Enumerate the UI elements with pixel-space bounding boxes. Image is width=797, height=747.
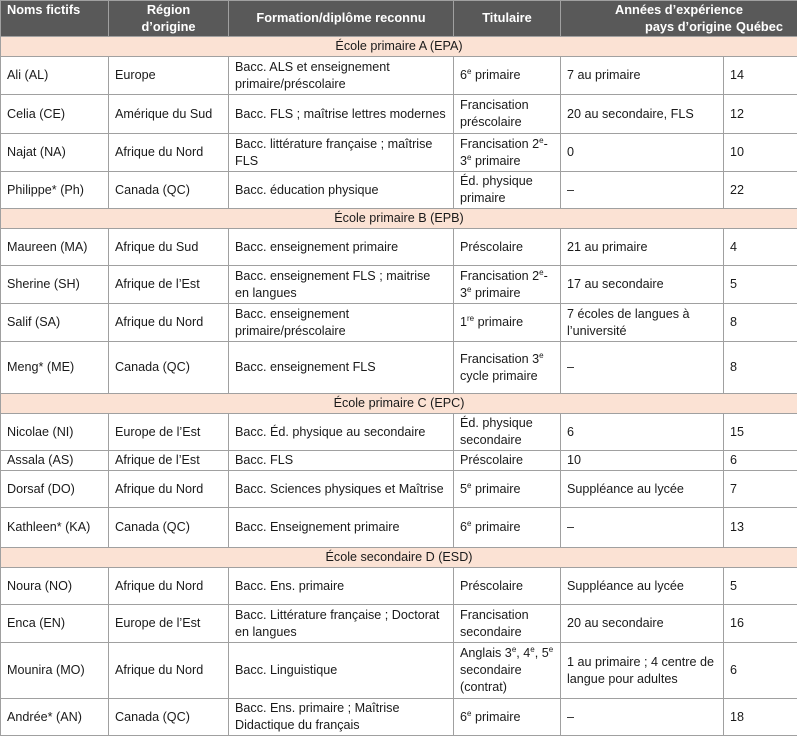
cell-formation: Bacc. Ens. primaire xyxy=(229,568,454,605)
table-row xyxy=(1,643,797,699)
cell-titulaire xyxy=(454,172,561,209)
titulaire-text: 1 xyxy=(460,315,468,330)
titulaire-text: primaire xyxy=(474,315,524,330)
table-row xyxy=(1,568,797,605)
cell-formation: Bacc. enseignement FLS ; maitrise en langues xyxy=(229,266,454,304)
cell-titulaire xyxy=(454,95,561,134)
cell-exp-origin: 1 au primaire ; 4 centre de langue pour adultes xyxy=(561,643,724,699)
titulaire-superscript: e xyxy=(511,645,517,655)
cell-name: Dorsaf (DO) xyxy=(1,471,109,508)
titulaire-superscript: e xyxy=(467,152,472,162)
cell-exp-quebec: 13 xyxy=(724,508,797,548)
cell-formation: Bacc. Éd. physique au secondaire xyxy=(229,414,454,451)
cell-exp-origin: 21 au primaire xyxy=(561,229,724,266)
table-row xyxy=(1,342,797,394)
cell-formation: Bacc. enseignement primaire/préscolaire xyxy=(229,304,454,342)
cell-name: Sherine (SH) xyxy=(1,266,109,304)
cell-exp-origin: Suppléance au lycée xyxy=(561,568,724,605)
titulaire-text: -3 xyxy=(460,136,548,168)
cell-name: Andrée* (AN) xyxy=(1,699,109,736)
table-row xyxy=(1,57,797,95)
titulaire-text: 6 xyxy=(460,68,468,83)
cell-titulaire xyxy=(454,57,561,95)
cell-formation: Bacc. Littérature française ; Doctorat en langues xyxy=(229,605,454,643)
header-region xyxy=(109,1,229,37)
cell-exp-quebec: 8 xyxy=(724,342,797,394)
titulaire-text: primaire xyxy=(471,709,521,724)
table-row xyxy=(1,508,797,548)
table-row xyxy=(1,172,797,209)
cell-formation: Bacc. enseignement FLS xyxy=(229,342,454,394)
cell-formation: Bacc. littérature française ; maîtrise FLS xyxy=(229,134,454,172)
section-row xyxy=(1,37,797,57)
cell-exp-origin: – xyxy=(561,508,724,548)
cell-region: Afrique du Nord xyxy=(109,134,229,172)
titulaire-text: primaire xyxy=(471,68,521,83)
header-formation: Formation/diplôme reconnu xyxy=(229,1,454,37)
cell-name: Meng* (ME) xyxy=(1,342,109,394)
cell-region: Canada (QC) xyxy=(109,172,229,209)
table-body xyxy=(1,37,797,736)
cell-exp-origin: 7 au primaire xyxy=(561,57,724,95)
cell-formation: Bacc. ALS et enseignement primaire/préscolaire xyxy=(229,57,454,95)
titulaire-text: secondaire (contrat) xyxy=(460,663,522,695)
table-row xyxy=(1,451,797,471)
cell-region: Canada (QC) xyxy=(109,342,229,394)
cell-name: Enca (EN) xyxy=(1,605,109,643)
cell-name: Ali (AL) xyxy=(1,57,109,95)
header-experience xyxy=(561,1,797,37)
cell-titulaire xyxy=(454,414,561,451)
cell-name: Maureen (MA) xyxy=(1,229,109,266)
titulaire-text: Préscolaire xyxy=(460,453,523,468)
cell-formation: Bacc. enseignement primaire xyxy=(229,229,454,266)
cell-name: Philippe* (Ph) xyxy=(1,172,109,209)
cell-region: Canada (QC) xyxy=(109,508,229,548)
cell-region: Afrique du Nord xyxy=(109,568,229,605)
titulaire-superscript: e xyxy=(467,284,472,294)
cell-region: Canada (QC) xyxy=(109,699,229,736)
cell-name: Kathleen* (KA) xyxy=(1,508,109,548)
cell-formation: Bacc. FLS xyxy=(229,451,454,471)
cell-exp-origin: 17 au secondaire xyxy=(561,266,724,304)
titulaire-text: -3 xyxy=(460,268,548,300)
titulaire-text: Éd. physique secondaire xyxy=(460,416,533,448)
cell-exp-origin: 20 au secondaire xyxy=(561,605,724,643)
titulaire-superscript: e xyxy=(539,350,544,360)
cell-titulaire xyxy=(454,568,561,605)
header-region-line2: d’origine xyxy=(141,18,196,34)
cell-titulaire xyxy=(454,471,561,508)
section-title: École primaire B (EPB) xyxy=(1,209,797,229)
titulaire-text: Francisation 3 xyxy=(460,351,540,366)
section-title: École primaire C (EPC) xyxy=(1,394,797,414)
table-row xyxy=(1,304,797,342)
cell-titulaire xyxy=(454,643,561,699)
cell-exp-quebec: 5 xyxy=(724,568,797,605)
cell-formation: Bacc. Ens. primaire ; Maîtrise Didactique du français xyxy=(229,699,454,736)
cell-formation: Bacc. FLS ; maîtrise lettres modernes xyxy=(229,95,454,134)
titulaire-superscript: e xyxy=(467,480,472,490)
cell-titulaire xyxy=(454,699,561,736)
cell-exp-quebec: 22 xyxy=(724,172,797,209)
table-row xyxy=(1,471,797,508)
header-name: Noms fictifs xyxy=(1,1,109,37)
table-row xyxy=(1,699,797,736)
header-region-line1: Région xyxy=(146,2,191,17)
cell-titulaire xyxy=(454,605,561,643)
titulaire-superscript: e xyxy=(467,708,472,718)
cell-region: Afrique du Nord xyxy=(109,471,229,508)
cell-exp-origin: 10 xyxy=(561,451,724,471)
cell-exp-quebec: 6 xyxy=(724,643,797,699)
cell-region: Amérique du Sud xyxy=(109,95,229,134)
titulaire-text: primaire xyxy=(471,285,521,300)
cell-exp-quebec: 8 xyxy=(724,304,797,342)
titulaire-text: , 4 xyxy=(516,646,531,661)
titulaire-text: cycle primaire xyxy=(460,368,538,383)
cell-region: Afrique de l’Est xyxy=(109,266,229,304)
table-header xyxy=(1,1,797,37)
cell-exp-quebec: 15 xyxy=(724,414,797,451)
cell-name: Noura (NO) xyxy=(1,568,109,605)
cell-exp-quebec: 10 xyxy=(724,134,797,172)
cell-name: Celia (CE) xyxy=(1,95,109,134)
titulaire-superscript: re xyxy=(467,314,475,324)
titulaire-superscript: e xyxy=(548,645,554,655)
cell-formation: Bacc. Linguistique xyxy=(229,643,454,699)
cell-exp-origin: – xyxy=(561,342,724,394)
cell-region: Afrique du Nord xyxy=(109,643,229,699)
titulaire-text: Préscolaire xyxy=(460,578,523,593)
cell-titulaire xyxy=(454,508,561,548)
cell-exp-origin: – xyxy=(561,172,724,209)
section-row xyxy=(1,209,797,229)
cell-name: Najat (NA) xyxy=(1,134,109,172)
titulaire-superscript: e xyxy=(530,645,535,655)
cell-name: Assala (AS) xyxy=(1,451,109,471)
titulaire-text: Francisation 2 xyxy=(460,136,540,151)
cell-exp-origin: Suppléance au lycée xyxy=(561,471,724,508)
cell-titulaire xyxy=(454,304,561,342)
cell-exp-quebec: 4 xyxy=(724,229,797,266)
cell-formation: Bacc. Enseignement primaire xyxy=(229,508,454,548)
header-exp-quebec: Québec xyxy=(736,18,783,34)
cell-exp-origin: – xyxy=(561,699,724,736)
cell-region: Europe xyxy=(109,57,229,95)
cell-region: Afrique du Nord xyxy=(109,304,229,342)
cell-region: Europe de l’Est xyxy=(109,605,229,643)
table-row xyxy=(1,229,797,266)
cell-exp-quebec: 12 xyxy=(724,95,797,134)
cell-name: Nicolae (NI) xyxy=(1,414,109,451)
titulaire-text: Francisation préscolaire xyxy=(460,98,529,130)
titulaire-superscript: e xyxy=(467,67,472,77)
cell-exp-origin: 7 écoles de langues à l’université xyxy=(561,304,724,342)
titulaire-text: 6 xyxy=(460,520,468,535)
cell-titulaire xyxy=(454,134,561,172)
section-title: École primaire A (EPA) xyxy=(1,37,797,57)
table-row xyxy=(1,414,797,451)
cell-exp-quebec: 7 xyxy=(724,471,797,508)
titulaire-text: Francisation secondaire xyxy=(460,607,529,639)
titulaire-superscript: e xyxy=(539,135,544,145)
cell-exp-origin: 20 au secondaire, FLS xyxy=(561,95,724,134)
section-row xyxy=(1,394,797,414)
titulaire-text: , 5 xyxy=(534,646,549,661)
header-experience-title: Années d’expérience xyxy=(614,2,744,17)
cell-exp-quebec: 6 xyxy=(724,451,797,471)
cell-titulaire xyxy=(454,342,561,394)
cell-exp-quebec: 5 xyxy=(724,266,797,304)
titulaire-text: Anglais 3 xyxy=(460,646,512,661)
cell-region: Europe de l’Est xyxy=(109,414,229,451)
table-row xyxy=(1,605,797,643)
header-titulaire: Titulaire xyxy=(454,1,561,37)
cell-titulaire xyxy=(454,451,561,471)
table-row xyxy=(1,134,797,172)
section-title: École secondaire D (ESD) xyxy=(1,548,797,568)
section-row xyxy=(1,548,797,568)
titulaire-text: primaire xyxy=(471,153,521,168)
cell-titulaire xyxy=(454,266,561,304)
cell-region: Afrique du Sud xyxy=(109,229,229,266)
titulaire-text: Éd. physique primaire xyxy=(460,174,533,206)
titulaire-text: Préscolaire xyxy=(460,239,523,254)
cell-name: Mounira (MO) xyxy=(1,643,109,699)
titulaire-superscript: e xyxy=(539,267,544,277)
cell-exp-origin: 6 xyxy=(561,414,724,451)
table-row xyxy=(1,266,797,304)
cell-exp-quebec: 14 xyxy=(724,57,797,95)
cell-formation: Bacc. Sciences physiques et Maîtrise xyxy=(229,471,454,508)
titulaire-text: primaire xyxy=(471,520,521,535)
cell-titulaire xyxy=(454,229,561,266)
cell-formation: Bacc. éducation physique xyxy=(229,172,454,209)
table-row xyxy=(1,95,797,134)
header-exp-origin: pays d’origine xyxy=(645,18,732,34)
titulaire-text: 5 xyxy=(460,481,468,496)
cell-name: Salif (SA) xyxy=(1,304,109,342)
cell-exp-origin: 0 xyxy=(561,134,724,172)
titulaire-superscript: e xyxy=(467,519,472,529)
cell-exp-quebec: 18 xyxy=(724,699,797,736)
titulaire-text: Francisation 2 xyxy=(460,268,540,283)
cell-exp-quebec: 16 xyxy=(724,605,797,643)
titulaire-text: 6 xyxy=(460,709,468,724)
cell-region: Afrique de l’Est xyxy=(109,451,229,471)
titulaire-text: primaire xyxy=(471,481,521,496)
